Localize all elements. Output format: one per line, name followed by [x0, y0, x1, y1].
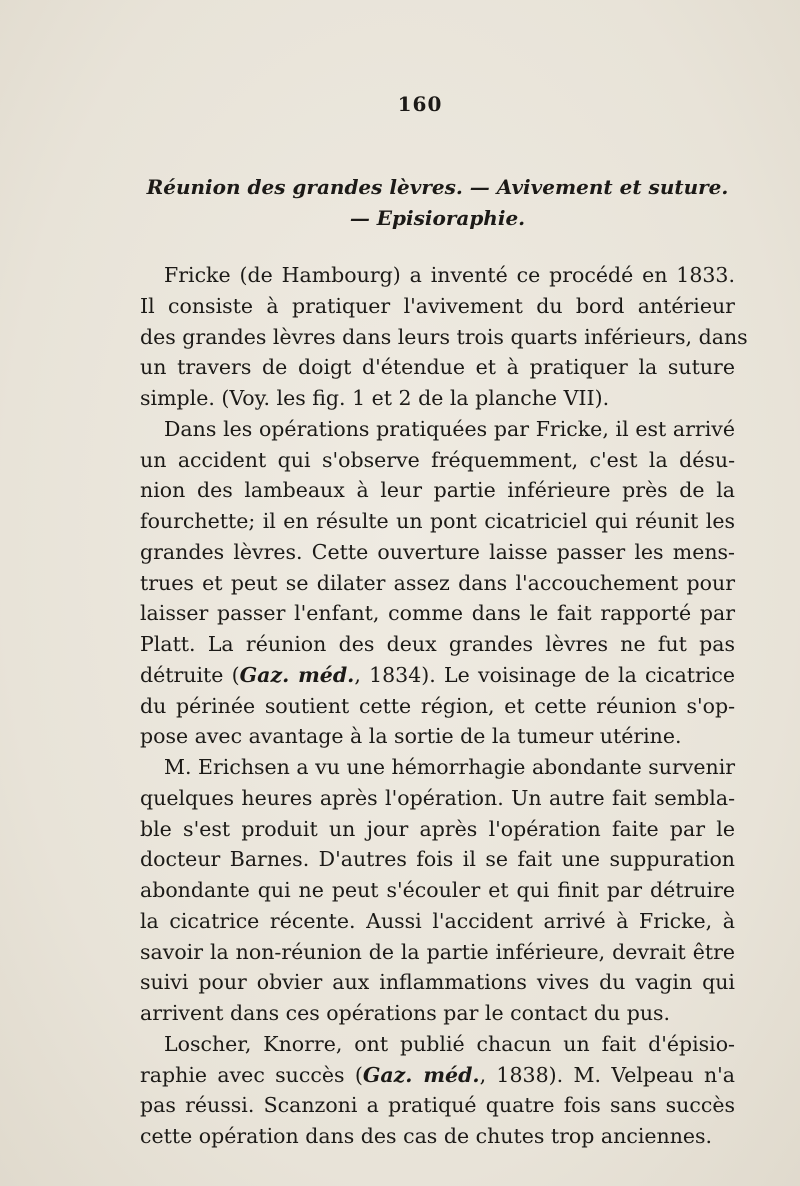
text-fragment: raphie avec succès ( — [140, 1062, 363, 1087]
text-fragment: , 1838). M. Velpeau n'a — [479, 1062, 736, 1087]
text-line: suivi pour obvier aux inflammations vives du vagin qui — [140, 970, 735, 995]
text-line: Fricke (de Hambourg) a inventé ce procédé en 1833. — [164, 263, 735, 287]
text-line: abondante qui ne peut s'écouler et qui finit par détruire — [140, 878, 735, 902]
text-line: M. Erichsen a vu une hémorrhagie abondante survenir — [164, 755, 736, 779]
text-line: Il consiste à pratiquer l'avivement du bord antérieur — [140, 293, 735, 318]
text-line: du périnée soutient cette région, et cette réunion s'op- — [140, 693, 735, 718]
page-number: 160 — [397, 92, 443, 116]
text-line: laisser passer l'enfant, comme dans le fait rapporté par — [140, 601, 735, 626]
text-line: docteur Barnes. D'autres fois il se fait une suppuration — [140, 847, 735, 872]
text-line: cette opération dans des cas de chutes trop anciennes. — [140, 1124, 713, 1148]
text-line: nion des lambeaux à leur partie inférieure près de la — [140, 478, 735, 503]
text-line: Loscher, Knorre, ont publié chacun un fait d'épisio- — [164, 1031, 735, 1056]
text-line — [140, 660, 735, 691]
text-fragment: détruite ( — [140, 662, 240, 687]
text-line: fourchette; il en résulte un pont cicatriciel qui réunit les — [140, 509, 735, 533]
text-line: savoir la non-réunion de la partie inférieure, devrait être — [140, 939, 735, 964]
text-line: pas réussi. Scanzoni a pratiqué quatre fois sans succès — [140, 1093, 735, 1118]
text-line: la cicatrice récente. Aussi l'accident arrivé à Fricke, à — [140, 908, 735, 933]
body-text — [140, 260, 748, 1152]
section-heading-line-1: Réunion des grandes lèvres. — Avivement et suture. — [146, 175, 729, 199]
citation-italic: Gaz. méd. — [362, 1062, 480, 1087]
text-line — [140, 1060, 735, 1091]
text-line: simple. (Voy. les fig. 1 et 2 de la planche VII). — [140, 386, 610, 410]
text-line: un travers de doigt d'étendue et à pratiquer la suture — [140, 355, 735, 380]
text-line: quelques heures après l'opération. Un autre fait sembla- — [140, 785, 735, 810]
text-line: ble s'est produit un jour après l'opération faite par le — [140, 816, 735, 841]
text-line: pose avec avantage à la sortie de la tumeur utérine. — [140, 724, 682, 749]
section-heading-line-2: — Episioraphie. — [349, 206, 526, 230]
text-line: arrivent dans ces opérations par le contact du pus. — [140, 1001, 671, 1025]
citation-italic: Gaz. méd. — [239, 662, 355, 687]
text-line: Dans les opérations pratiquées par Fricke, il est arrivé — [164, 416, 735, 441]
text-line: des grandes lèvres dans leurs trois quarts inférieurs, dans — [140, 324, 748, 349]
text-line: trues et peut se dilater assez dans l'accouchement pour — [140, 570, 735, 595]
text-line: Platt. La réunion des deux grandes lèvres ne fut pas — [140, 632, 735, 656]
text-line: un accident qui s'observe fréquemment, c'est la désu- — [140, 447, 735, 472]
text-line: grandes lèvres. Cette ouverture laisse passer les mens- — [140, 539, 735, 564]
text-fragment: , 1834). Le voisinage de la cicatrice — [354, 662, 735, 687]
